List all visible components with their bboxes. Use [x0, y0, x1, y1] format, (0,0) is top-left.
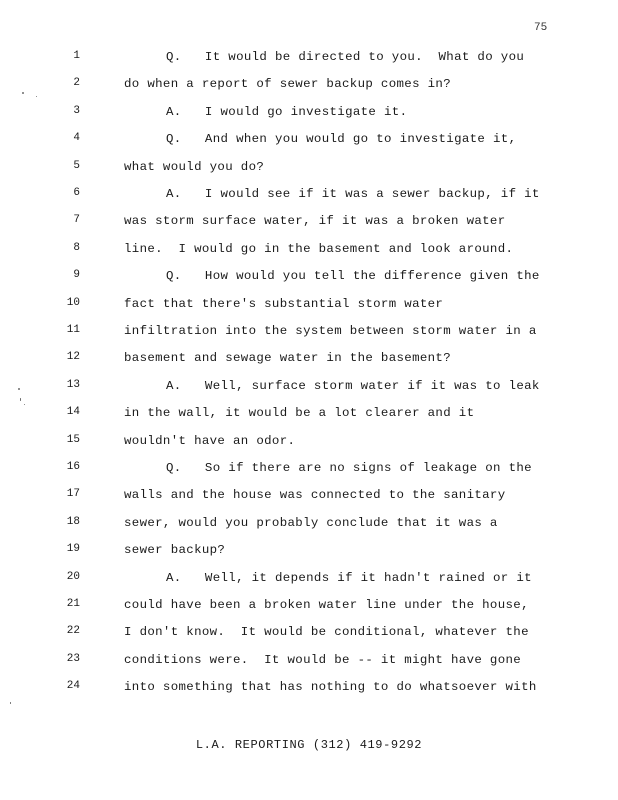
line-text: sewer, would you probably conclude that it was a [124, 515, 498, 530]
line-number: 16 [66, 461, 80, 473]
line-number: 19 [66, 543, 80, 556]
reporter-footer: L.A. REPORTING (312) 419-9292 [195, 738, 423, 752]
line-number: 22 [66, 625, 80, 638]
line-number: 5 [73, 159, 80, 172]
line-text: A. Well, surface storm water if it was to leak [166, 378, 540, 393]
scan-speck [20, 398, 21, 401]
line-text: do when a report of sewer backup comes in? [124, 77, 451, 92]
transcript-line [0, 242, 618, 262]
transcript-line [0, 132, 618, 152]
transcript-line [0, 598, 618, 618]
transcript-line [0, 160, 618, 180]
line-number: 14 [66, 406, 80, 419]
transcript-line [0, 269, 618, 289]
line-text: wouldn't have an odor. [124, 433, 296, 448]
scan-speck [10, 702, 11, 704]
transcript-line [0, 434, 618, 454]
line-text: Q. How would you tell the difference given the [166, 269, 540, 284]
line-text: could have been a broken water line under the house, [124, 598, 529, 612]
line-text: A. Well, it depends if it hadn't rained or it [166, 570, 532, 585]
line-number: 3 [73, 104, 80, 117]
page-number: 75 [534, 22, 548, 34]
line-text: line. I would go in the basement and look around. [124, 241, 514, 256]
transcript-line [0, 324, 618, 344]
line-text: Q. It would be directed to you. What do you [166, 50, 525, 64]
transcript-line [0, 571, 618, 591]
line-number: 20 [66, 570, 80, 583]
line-text: sewer backup? [124, 543, 226, 558]
scan-speck [18, 388, 20, 390]
line-number: 24 [66, 680, 80, 693]
line-number: 1 [73, 50, 80, 62]
line-number: 9 [73, 269, 80, 282]
line-text: into something that has nothing to do whatsoever with [124, 680, 537, 695]
line-text: fact that there's substantial storm water [124, 296, 444, 311]
line-number: 10 [66, 296, 80, 309]
transcript-line [0, 406, 618, 426]
line-number: 13 [66, 378, 80, 391]
line-number: 7 [73, 214, 80, 227]
line-number: 17 [66, 488, 80, 501]
transcript-line [0, 351, 618, 371]
transcript-line [0, 653, 618, 673]
line-number: 8 [73, 241, 80, 254]
scan-speck [24, 404, 25, 405]
line-text: basement and sewage water in the basement? [124, 351, 451, 366]
line-number: 21 [66, 598, 80, 610]
line-number: 4 [73, 132, 80, 145]
scan-speck [36, 96, 37, 97]
line-text: in the wall, it would be a lot clearer and it [124, 406, 475, 421]
transcript-line [0, 680, 618, 700]
transcript-line [0, 77, 618, 97]
transcript-line [0, 187, 618, 207]
transcript-line [0, 297, 618, 317]
line-text: what would you do? [124, 159, 265, 174]
line-text: conditions were. It would be -- it might have gone [124, 652, 522, 667]
line-number: 23 [66, 652, 80, 665]
line-number: 18 [66, 515, 80, 528]
line-text: infiltration into the system between storm water in a [124, 324, 537, 338]
line-text: I don't know. It would be conditional, whatever the [124, 625, 529, 640]
line-text: A. I would see if it was a sewer backup, if it [166, 187, 540, 201]
transcript-line [0, 214, 618, 234]
line-text: Q. And when you would go to investigate it, [166, 132, 517, 147]
transcript-line [0, 488, 618, 508]
line-number: 11 [66, 324, 80, 336]
line-text: Q. So if there are no signs of leakage on the [166, 461, 532, 475]
transcript-line [0, 625, 618, 645]
transcript-line [0, 516, 618, 536]
transcript-line [0, 379, 618, 399]
transcript-line [0, 105, 618, 125]
transcript-line [0, 543, 618, 563]
line-text: A. I would go investigate it. [166, 104, 408, 119]
transcript-line [0, 50, 618, 70]
line-number: 12 [66, 351, 80, 364]
line-text: walls and the house was connected to the sanitary [124, 488, 506, 503]
line-number: 6 [73, 187, 80, 199]
transcript-line [0, 461, 618, 481]
line-number: 15 [66, 433, 80, 446]
line-number: 2 [73, 77, 80, 90]
line-text: was storm surface water, if it was a broken water [124, 214, 506, 229]
scan-speck [22, 92, 24, 94]
